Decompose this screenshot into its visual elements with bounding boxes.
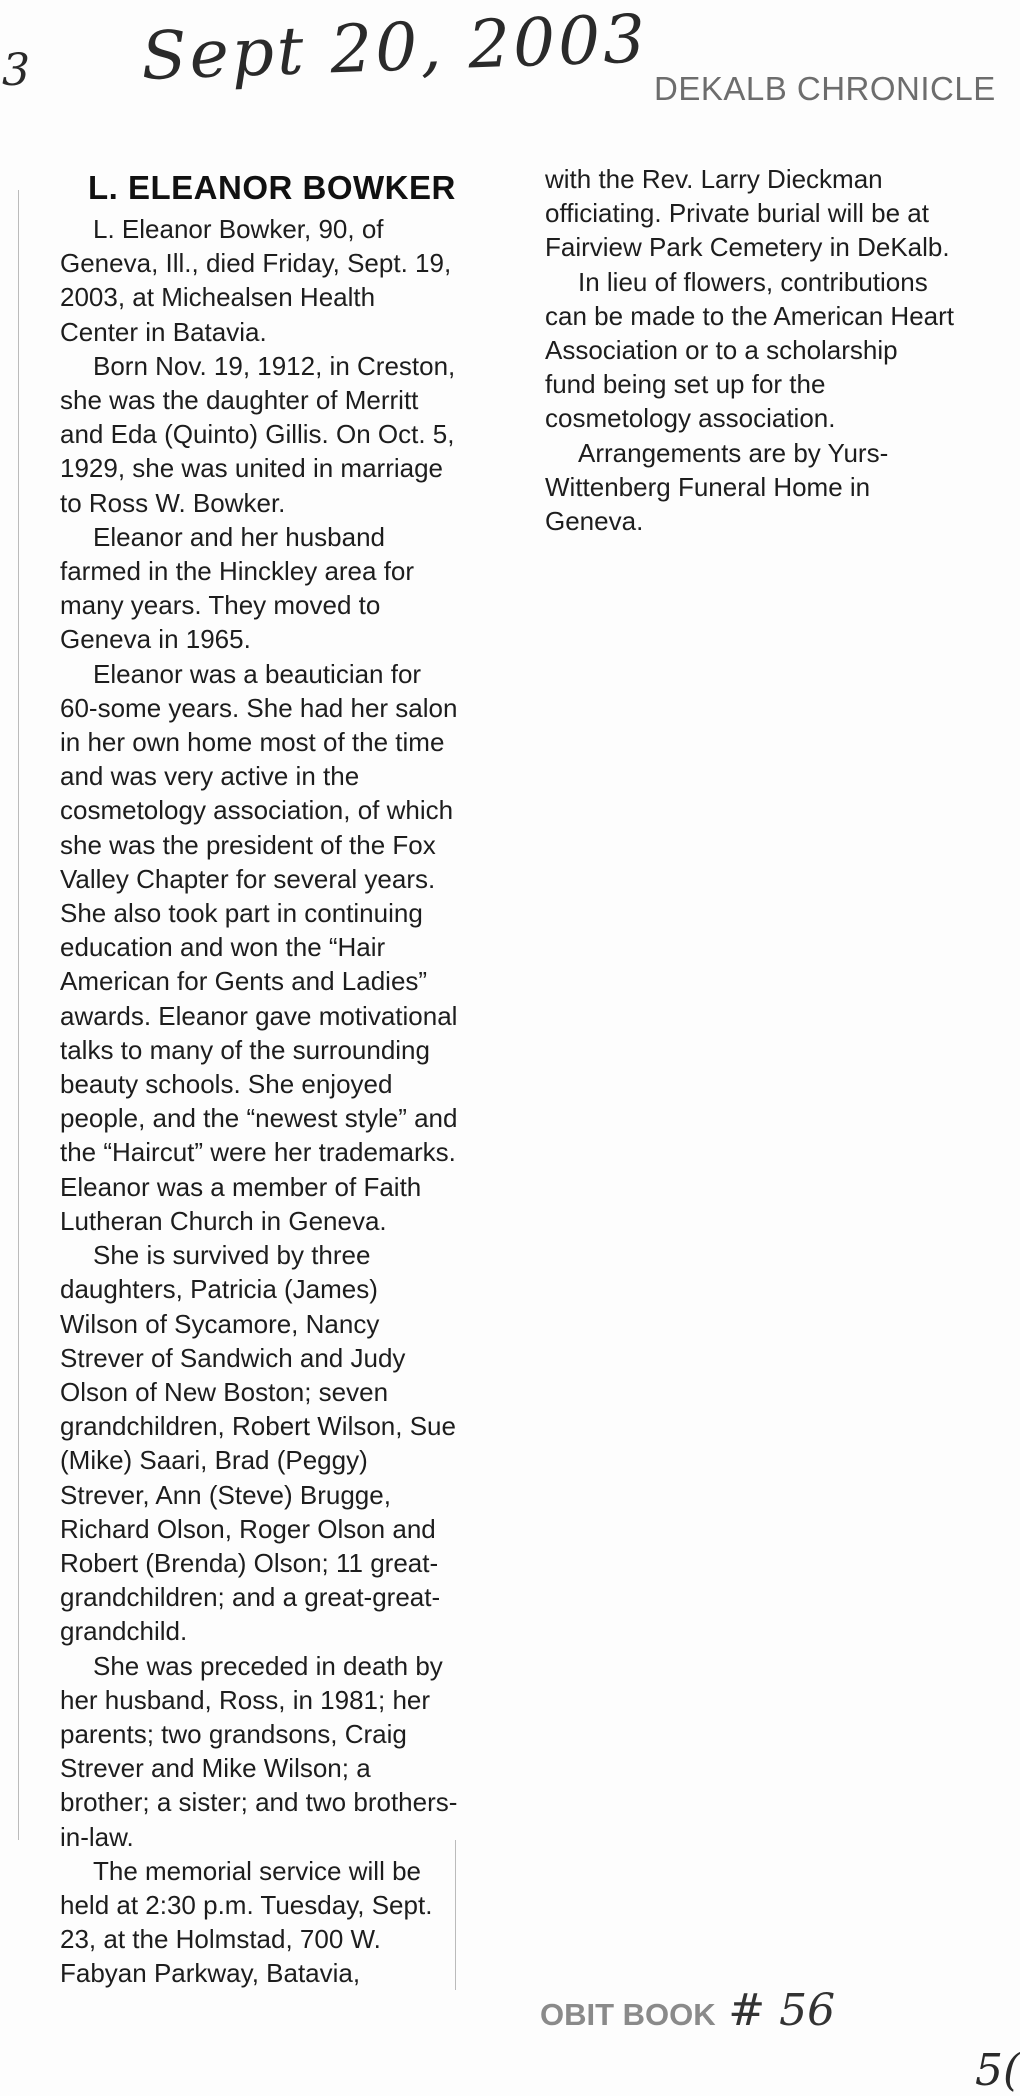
obituary-paragraph: L. Eleanor Bowker, 90, of Geneva, Ill., died Friday, Sept. 19, 2003, at Michealsen Health Center in Batavia. <box>60 214 452 347</box>
handwritten-page-number: 3 <box>2 45 30 96</box>
obit-book-stamp <box>540 1985 835 2036</box>
obituary-paragraph: In lieu of flowers, contributions can be made to the American Heart Association or to a scholarship fund being set up for the cosmetology association. <box>545 266 955 434</box>
clipping-edge-left <box>18 190 19 1840</box>
obituary-paragraph: Born Nov. 19, 1912, in Creston, she was the daughter of Merritt and Eda (Quinto) Gillis. On Oct. 5, 1929, she was united in marriage to Ross W. Bowker. <box>60 350 456 518</box>
obituary-paragraph: Eleanor and her husband farmed in the Hinckley area for many years. They moved to Geneva in 1965. <box>60 521 415 655</box>
obituary-headline: L. ELEANOR BOWKER <box>88 169 456 206</box>
newspaper-name: DEKALB CHRONICLE <box>654 70 996 107</box>
obituary-paragraph: The memorial service will be held at 2:30 p.m. Tuesday, Sept. 23, at the Holmstad, 700 W. Fabyan Parkway, Batavia, <box>60 1855 433 1989</box>
obit-book-number: # 56 <box>728 1985 836 2036</box>
handwritten-date: Sept 20, 2003 <box>140 0 650 95</box>
obituary-column-right <box>545 162 955 538</box>
obituary-paragraph: She is survived by three daughters, Patricia (James) Wilson of Sycamore, Nancy Strever of Sandwich and Judy Olson of New Boston; seven grandchildren, Robert Wilson, Sue (Mike) Saari, Brad (Peggy) Strever, Ann (Steve) Brugge, Richard Olson, Roger Olson and Robert (Brenda) Olson; 11 great-grandchildren; and a great-great-grandchild. <box>60 1240 456 1647</box>
corner-handwriting: 5( <box>975 2045 1020 2096</box>
obituary-paragraph: She was preceded in death by her husband, Ross, in 1981; her parents; two grandsons, Craig Strever and Mike Wilson; a brother; a sister; and two brothers-in-law. <box>60 1650 458 1852</box>
obituary-paragraph: Eleanor was a beautician for 60-some years. She had her salon in her own home most of the time and was very active in the cosmetology association, of which she was the president of the Fox Valley Chapter for several years. She also took part in continuing education and won the “Hair American for Gents and Ladies” awards. Eleanor gave motivational talks to many of the surrounding beauty schools. She enjoyed people, and the “newest style” and the “Haircut” were her trademarks. Eleanor was a member of Faith Lutheran Church in Geneva. <box>60 658 458 1236</box>
obituary-paragraph: with the Rev. Larry Dieckman officiating. Private burial will be at Fairview Park Cemetery in DeKalb. <box>545 164 950 263</box>
obit-book-label: OBIT BOOK <box>540 1997 716 2032</box>
obituary-column-left <box>60 168 460 1991</box>
obituary-paragraph: Arrangements are by Yurs-Wittenberg Funeral Home in Geneva. <box>545 437 889 537</box>
